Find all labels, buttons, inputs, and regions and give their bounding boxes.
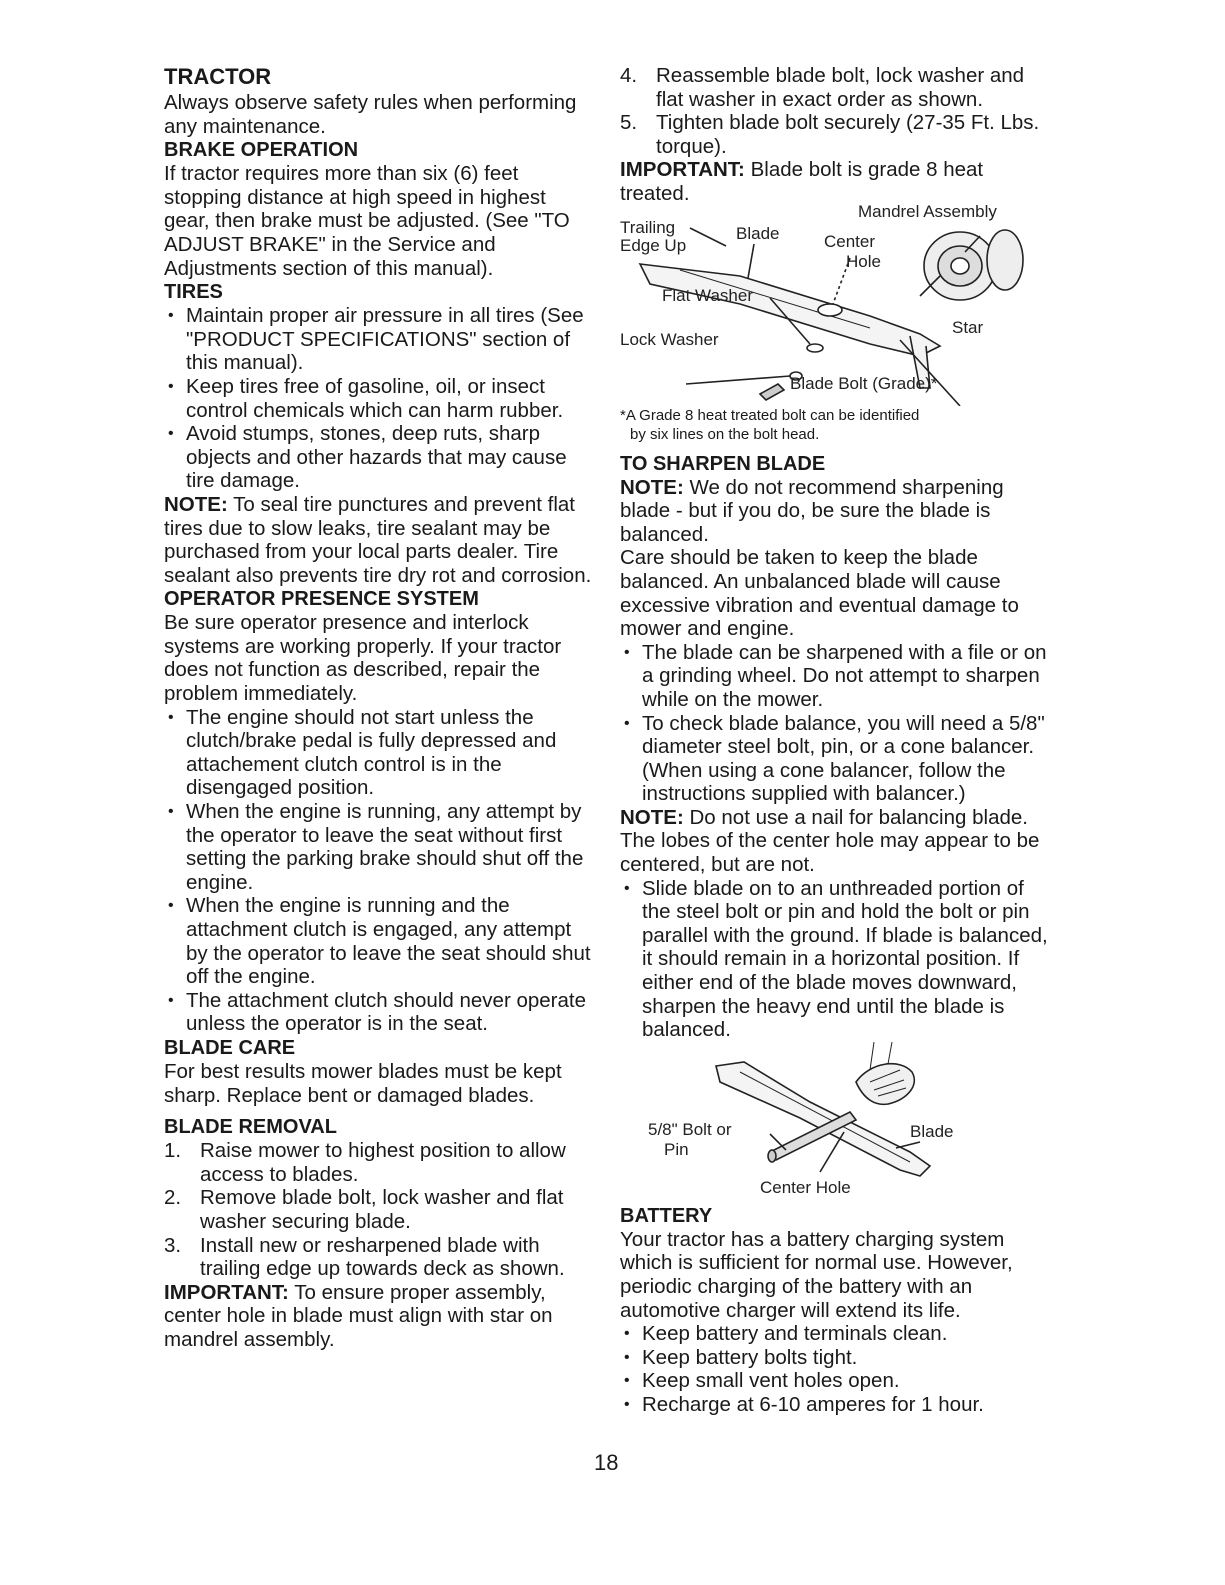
label-flat-washer: Flat Washer [662, 285, 754, 305]
note-text: Do not use a nail for balancing blade. The lobes of the center hole may appear to be centered, but are not. [620, 805, 1040, 877]
reassembly-steps [620, 64, 1050, 158]
important-text: To ensure proper assembly, center hole in blade must align with star on mandrel assembly. [164, 1280, 553, 1351]
list-item: • The engine should not start unless the clutch/brake pedal is fully depressed and attachement clutch control is in the disengaged position. [164, 706, 594, 800]
list-item: • Slide blade on to an unthreaded portion of the steel bolt or pin and hold the bolt or pin parallel with the ground. If blade is balanced, it should remain in a horizontal position. If either end of the blade moves downward, sharpen the heavy end until the blade is balanced. [620, 877, 1050, 1042]
blade-care-text: For best results mower blades must be kept sharp. Replace bent or damaged blades. [164, 1059, 562, 1107]
list-item: • The attachment clutch should never operate unless the operator is in the seat. [164, 989, 594, 1036]
important-label: IMPORTANT: [164, 1280, 289, 1304]
list-item: • Avoid stumps, stones, deep ruts, sharp objects and other hazards that may cause tire damage. [164, 422, 594, 493]
label-bolt-or: 5/8" Bolt or [648, 1119, 732, 1139]
list-item: 5. Tighten blade bolt securely (27-35 Ft. Lbs. torque). [620, 111, 1040, 158]
blade-assembly-figure [620, 201, 1050, 406]
brake-operation-text: If tractor requires more than six (6) feet stopping distance at high speed in highest gear, then brake must be adjusted. (See "TO ADJUST BRAKE" in the Service and Adjustments section of this manual). [164, 162, 570, 280]
balance-note [620, 806, 1050, 877]
operator-presence-text: Be sure operator presence and interlock systems are working properly. If your tractor does not function as described, repair the problem immediately. [164, 611, 562, 706]
battery-heading: BATTERY [620, 1204, 713, 1227]
tires-list [164, 304, 594, 493]
list-item: • Keep tires free of gasoline, oil, or insect control chemicals which can harm rubber. [164, 375, 594, 422]
removal-important [164, 1281, 594, 1352]
list-item: • When the engine is running and the attachment clutch is engaged, any attempt by the operator to leave the seat should shut off the engine. [164, 894, 594, 988]
operator-presence-list [164, 706, 594, 1036]
page-number: 18 [594, 1450, 619, 1475]
label-hole: Hole [846, 251, 881, 271]
label-pin: Pin [664, 1139, 689, 1159]
bolt-important [620, 158, 1050, 205]
brake-operation-heading: BRAKE OPERATION [164, 139, 359, 162]
right-column [620, 64, 1050, 1417]
note-label: NOTE: [620, 475, 684, 499]
tires-note [164, 493, 594, 587]
note-text: To seal tire punctures and prevent flat tires due to slow leaks, tire sealant may be purchased from your local parts dealer. Tire sealant also prevents tire dry rot and corrosion. [164, 492, 592, 587]
battery-text: Your tractor has a battery charging system which is sufficient for normal use. However, periodic charging of the battery with an automotive charger will extend its life. [620, 1227, 1013, 1322]
sharpen-blade-heading: TO SHARPEN BLADE [620, 452, 826, 475]
blade-removal-steps [164, 1139, 594, 1281]
sharpen-note [620, 476, 1050, 547]
label-center-hole: Center Hole [760, 1177, 851, 1197]
footnote-line-2: by six lines on the bolt head. [630, 425, 820, 443]
tractor-heading: TRACTOR [164, 64, 272, 89]
blade-removal-heading: BLADE REMOVAL [164, 1116, 337, 1139]
label-mandrel-assembly: Mandrel Assembly [858, 201, 997, 221]
list-item: • Keep battery and terminals clean. [620, 1322, 1050, 1346]
label-blade-bolt: Blade Bolt (Grade)* [790, 373, 938, 393]
tires-heading: TIRES [164, 281, 223, 304]
label-blade: Blade [910, 1121, 954, 1141]
battery-list [620, 1322, 1050, 1416]
list-item: • The blade can be sharpened with a file or on a grinding wheel. Do not attempt to sharpen while on the mower. [620, 641, 1050, 712]
label-lock-washer: Lock Washer [620, 329, 719, 349]
blade-care-heading: BLADE CARE [164, 1036, 296, 1059]
important-label: IMPORTANT: [620, 158, 745, 182]
sharpen-list [620, 641, 1050, 806]
label-trailing: Trailing [620, 217, 676, 237]
list-item: 4. Reassemble blade bolt, lock washer and flat washer in exact order as shown. [620, 64, 1025, 111]
list-item: • When the engine is running, any attempt by the operator to leave the seat without first setting the parking brake should shut off the engine. [164, 800, 594, 894]
left-column [164, 64, 594, 1352]
sharpen-text: Care should be taken to keep the blade balanced. An unbalanced blade will cause excessive vibration and eventual damage to mower and engine. [620, 546, 1019, 641]
note-label: NOTE: [164, 492, 228, 516]
list-item: 2. Remove blade bolt, lock washer and flat washer securing blade. [164, 1186, 564, 1233]
list-item: • To check blade balance, you will need a 5/8" diameter steel bolt, pin, or a cone balancer. (When using a cone balancer, follow the instructions supplied with balancer.) [620, 712, 1050, 806]
operator-presence-heading: OPERATOR PRESENCE SYSTEM [164, 588, 479, 611]
list-item: • Recharge at 6-10 amperes for 1 hour. [620, 1393, 1050, 1417]
label-star: Star [952, 317, 984, 337]
note-label: NOTE: [620, 805, 684, 829]
label-blade: Blade [736, 223, 780, 243]
tractor-text: Always observe safety rules when performing any maintenance. [164, 91, 577, 138]
list-item: 3. Install new or resharpened blade with trailing edge up towards deck as shown. [164, 1233, 565, 1281]
note-text: We do not recommend sharpening blade - but if you do, be sure the blade is balanced. [620, 475, 1004, 546]
blade-balance-figure [620, 1042, 1050, 1204]
list-item: • Keep battery bolts tight. [620, 1346, 1050, 1370]
list-item: • Maintain proper air pressure in all tires (See "PRODUCT SPECIFICATIONS" section of this manual). [164, 304, 594, 375]
list-item: 1. Raise mower to highest position to allow access to blades. [164, 1139, 566, 1186]
footnote-line-1: *A Grade 8 heat treated bolt can be identified [620, 406, 920, 424]
important-text: Blade bolt is grade 8 heat treated. [620, 158, 984, 205]
list-item: • Keep small vent holes open. [620, 1369, 1050, 1393]
label-center: Center [824, 231, 876, 251]
balance-list [620, 877, 1050, 1042]
label-edge-up: Edge Up [620, 235, 687, 255]
